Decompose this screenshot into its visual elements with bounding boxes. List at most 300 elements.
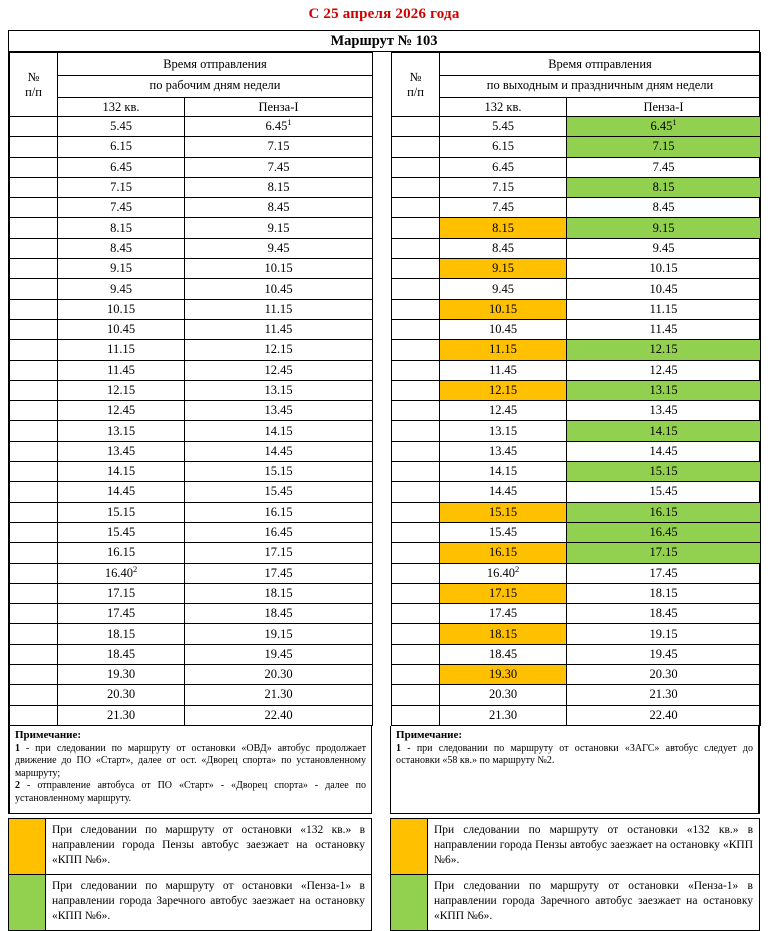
departure-132kv-cell: 14.15 [58,462,185,482]
table-row [10,299,373,319]
table-row [10,685,373,705]
row-index-cell [10,157,58,177]
departure-132kv-cell: 18.15 [440,624,567,644]
row-index-cell [10,360,58,380]
departure-penza-cell: 7.15 [185,137,373,157]
legend-swatch-green [9,874,46,930]
row-index-cell [392,401,440,421]
table-row [10,441,373,461]
row-index-cell [10,441,58,461]
table-row [10,259,373,279]
departure-penza-cell: 7.15 [567,137,761,157]
row-index-cell [392,340,440,360]
route-frame [8,30,760,814]
departure-132kv-cell: 11.45 [58,360,185,380]
legend-table-left [8,818,372,931]
tables-gap [373,52,391,726]
departure-penza-cell: 15.15 [185,462,373,482]
departure-penza-cell: 18.45 [567,604,761,624]
row-index-cell [392,360,440,380]
schedule-tables-row [9,52,759,726]
departure-132kv-cell: 17.45 [58,604,185,624]
legend-swatch-green [391,874,428,930]
departure-132kv-cell: 16.15 [58,543,185,563]
departure-penza-cell: 10.45 [567,279,761,299]
row-index-cell [392,319,440,339]
departure-penza-cell: 19.15 [185,624,373,644]
row-index-cell [10,299,58,319]
row-index-cell [392,563,440,583]
row-index-cell [10,665,58,685]
table-row [10,705,373,725]
legend-item [9,818,372,874]
table-row [10,401,373,421]
row-index-cell [10,482,58,502]
table-row [392,462,761,482]
departure-132kv-cell: 19.30 [58,665,185,685]
departure-132kv-cell: 8.45 [58,238,185,258]
legend-right [390,818,760,931]
row-index-cell [10,279,58,299]
row-index-cell [10,137,58,157]
legend-text-green: При следовании по маршруту от остановки «Пенза-1» в направлении города Заречного автобус заезжает на остановку «КПП №6». [428,874,760,930]
weekend-col-a-header: 132 кв. [440,98,567,117]
departure-penza-cell: 8.45 [567,198,761,218]
row-index-cell [10,522,58,542]
departure-penza-cell: 9.45 [185,238,373,258]
departure-132kv-cell: 20.30 [58,685,185,705]
departure-132kv-cell: 21.30 [58,705,185,725]
departure-penza-cell: 14.15 [567,421,761,441]
table-row [10,238,373,258]
legend-table-right [390,818,760,931]
note-marker: 2 [15,780,20,792]
table-row [10,421,373,441]
row-index-cell [10,218,58,238]
row-index-cell [10,259,58,279]
departure-132kv-cell: 15.45 [58,522,185,542]
legend-swatch-orange [9,818,46,874]
table-row [10,157,373,177]
table-row [392,604,761,624]
footnote-marker: 2 [514,563,520,574]
departure-132kv-cell: 13.15 [58,421,185,441]
table-row [10,644,373,664]
weekday-col-a-header: 132 кв. [58,98,185,117]
legend-item [391,818,760,874]
row-index-cell [10,177,58,197]
departure-penza-cell: 21.30 [567,685,761,705]
table-row [10,563,373,583]
departure-penza-cell: 18.15 [185,583,373,603]
num-header-line2: п/п [25,84,42,99]
weekday-title-header [58,53,373,98]
table-row [392,401,761,421]
weekday-title-line2: по рабочим дням недели [58,75,372,93]
departure-penza-cell: 8.15 [567,177,761,197]
row-index-cell [10,340,58,360]
legend-gap [372,818,390,931]
weekend-note-box [390,726,759,814]
departure-penza-cell: 15.45 [567,482,761,502]
departure-132kv-cell: 13.45 [440,441,567,461]
note-marker: 1 [15,742,20,754]
table-row [392,441,761,461]
row-index-cell [392,502,440,522]
departure-penza-cell: 6.45$^1$ [567,117,761,137]
departure-132kv-cell: 10.15 [440,299,567,319]
departure-132kv-cell: 17.15 [440,583,567,603]
departure-penza-cell: 10.15 [567,259,761,279]
departure-penza-cell: 22.40 [185,705,373,725]
table-row [392,705,761,725]
weekend-num-header [392,53,440,117]
weekend-col-b-header: Пенза-I [567,98,761,117]
weekend-table-body [392,53,761,726]
notes-gap [372,726,390,814]
departure-132kv-cell: 18.15 [58,624,185,644]
table-row [10,198,373,218]
row-index-cell [392,624,440,644]
note-marker: 1 [396,742,402,754]
departure-132kv-cell: 17.15 [58,583,185,603]
table-row [392,360,761,380]
weekday-note-body [15,743,366,806]
departure-132kv-cell: 5.45 [58,117,185,137]
row-index-cell [392,543,440,563]
legend-text-orange: При следовании по маршруту от остановки «132 кв.» в направлении города Пензы автобус заезжает на остановку «КПП №6». [428,818,760,874]
table-row [10,522,373,542]
departure-132kv-cell: 18.45 [58,644,185,664]
departure-penza-cell: 7.45 [185,157,373,177]
weekday-table-wrapper [9,52,373,726]
table-row [10,177,373,197]
table-row [392,502,761,522]
table-row [10,502,373,522]
departure-penza-cell: 13.15 [185,380,373,400]
departure-penza-cell: 10.45 [185,279,373,299]
table-row [10,583,373,603]
table-row [392,522,761,542]
footnote-marker: 1 [287,116,292,127]
departure-penza-cell: 13.45 [185,401,373,421]
row-index-cell [10,583,58,603]
table-row [392,665,761,685]
row-index-cell [10,604,58,624]
row-index-cell [10,502,58,522]
row-index-cell [10,543,58,563]
departure-penza-cell: 12.15 [185,340,373,360]
legend-left [8,818,372,931]
row-index-cell [10,198,58,218]
departure-penza-cell: 17.15 [185,543,373,563]
departure-penza-cell: 11.45 [567,319,761,339]
departure-132kv-cell: 17.45 [440,604,567,624]
table-row [392,482,761,502]
row-index-cell [392,644,440,664]
departure-132kv-cell: 7.15 [440,177,567,197]
departure-132kv-cell: 12.15 [440,380,567,400]
table-row [392,259,761,279]
legend-row [8,818,760,931]
row-index-cell [10,401,58,421]
departure-penza-cell: 7.45 [567,157,761,177]
departure-penza-cell: 19.15 [567,624,761,644]
table-row [392,117,761,137]
row-index-cell [392,482,440,502]
departure-132kv-cell: 16.15 [440,543,567,563]
notes-row [9,726,759,814]
departure-132kv-cell: 10.45 [440,319,567,339]
row-index-cell [392,380,440,400]
departure-penza-cell: 11.45 [185,319,373,339]
row-index-cell [392,604,440,624]
row-index-cell [10,319,58,339]
effective-date-banner: С 25 апреля 2026 года [308,6,460,22]
table-row [392,644,761,664]
departure-132kv-cell: 10.15 [58,299,185,319]
departure-132kv-cell: 14.45 [58,482,185,502]
departure-penza-cell: 15.45 [185,482,373,502]
row-index-cell [392,259,440,279]
weekday-note-box [9,726,372,814]
departure-132kv-cell: 11.15 [58,340,185,360]
departure-132kv-cell: 9.45 [440,279,567,299]
departure-penza-cell: 12.15 [567,340,761,360]
departure-penza-cell: 9.45 [567,238,761,258]
departure-132kv-cell: 7.15 [58,177,185,197]
row-index-cell [10,117,58,137]
table-row [392,583,761,603]
departure-132kv-cell: 14.15 [440,462,567,482]
departure-penza-cell: 21.30 [185,685,373,705]
table-row [392,238,761,258]
departure-132kv-cell: 8.15 [58,218,185,238]
footnote-marker: 2 [132,563,138,574]
table-row [10,360,373,380]
departure-penza-cell: 8.45 [185,198,373,218]
departure-132kv-cell: 18.45 [440,644,567,664]
table-row [10,340,373,360]
row-index-cell [10,238,58,258]
row-index-cell [392,441,440,461]
table-row [10,482,373,502]
weekend-note-title: Примечание: [396,728,463,741]
table-row [10,279,373,299]
departure-penza-cell: 14.45 [567,441,761,461]
departure-132kv-cell: 11.45 [440,360,567,380]
departure-penza-cell: 8.15 [185,177,373,197]
table-row [10,380,373,400]
row-index-cell [10,563,58,583]
departure-132kv-cell: 9.45 [58,279,185,299]
row-index-cell [392,665,440,685]
departure-132kv-cell: 12.45 [440,401,567,421]
departure-132kv-cell: 13.15 [440,421,567,441]
departure-132kv-cell: 20.30 [440,685,567,705]
table-row [392,319,761,339]
table-row [392,685,761,705]
departure-penza-cell: 19.45 [185,644,373,664]
weekday-col-b-header: Пенза-I [185,98,373,117]
departure-penza-cell: 13.15 [567,380,761,400]
departure-132kv-cell: 12.45 [58,401,185,421]
table-row [10,218,373,238]
row-index-cell [10,421,58,441]
row-index-cell [392,685,440,705]
departure-penza-cell: 16.15 [567,502,761,522]
table-row [10,462,373,482]
departure-132kv-cell: 6.45 [440,157,567,177]
weekday-table-body [10,53,373,726]
table-row [10,665,373,685]
departure-132kv-cell: 6.15 [440,137,567,157]
weekend-title-line2: по выходным и праздничным дням недели [440,75,760,93]
departure-132kv-cell: 19.30 [440,665,567,685]
departure-penza-cell: 9.15 [185,218,373,238]
departure-penza-cell: 12.45 [567,360,761,380]
departure-penza-cell: 17.15 [567,543,761,563]
table-row [392,279,761,299]
row-index-cell [392,238,440,258]
table-row [392,563,761,583]
table-row [392,198,761,218]
departure-penza-cell: 6.45$^1$ [185,117,373,137]
row-index-cell [392,522,440,542]
departure-penza-cell: 18.15 [567,583,761,603]
table-row [392,421,761,441]
departure-penza-cell: 14.15 [185,421,373,441]
legend-item [9,874,372,930]
departure-penza-cell: 11.15 [185,299,373,319]
table-header-row [392,53,761,98]
table-row [10,604,373,624]
departure-132kv-cell: 15.15 [440,502,567,522]
departure-penza-cell: 18.45 [185,604,373,624]
footnote-marker: 1 [672,116,677,127]
table-row [392,157,761,177]
note-line: 1 - при следовании по маршруту от остановки «ЗАГС» автобус следует до остановки «58 кв.» по маршруту №2. [396,742,753,767]
departure-132kv-cell: 12.15 [58,380,185,400]
departure-132kv-cell: 10.45 [58,319,185,339]
departure-penza-cell: 11.15 [567,299,761,319]
departure-132kv-cell: 14.45 [440,482,567,502]
row-index-cell [392,462,440,482]
weekend-title-header [440,53,761,98]
departure-penza-cell: 14.45 [185,441,373,461]
departure-132kv-cell: 21.30 [440,705,567,725]
table-row [10,543,373,563]
departure-penza-cell: 19.45 [567,644,761,664]
row-index-cell [392,421,440,441]
weekend-note-body [396,743,753,768]
departure-132kv-cell: 7.45 [440,198,567,218]
row-index-cell [10,705,58,725]
table-subheader-row [10,98,373,117]
row-index-cell [10,624,58,644]
note-line: 2 - отправление автобуса от ПО «Старт» - «Дворец спорта» - далее по установленному маршруту. [15,780,367,804]
table-row [392,543,761,563]
weekend-schedule-table [391,52,761,726]
row-index-cell [392,299,440,319]
table-header-row [10,53,373,98]
weekday-schedule-table [9,52,373,726]
departure-132kv-cell: 5.45 [440,117,567,137]
row-index-cell [392,177,440,197]
num-header-line1: № [27,69,40,84]
note-line: 1 - при следовании по маршруту от остановки «ОВД» автобус продолжает движение до ПО «Старт», далее от ост. «Дворец спорта» по установленному маршруту; [15,742,367,779]
table-row [10,319,373,339]
table-row [392,137,761,157]
departure-penza-cell: 20.30 [185,665,373,685]
weekday-title-line1: Время отправления [163,57,267,71]
table-row [10,117,373,137]
legend-text-green: При следовании по маршруту от остановки «Пенза-1» в направлении города Заречного автобус заезжает на остановку «КПП №6». [46,874,372,930]
row-index-cell [392,137,440,157]
departure-132kv-cell: 6.15 [58,137,185,157]
departure-penza-cell: 16.45 [185,522,373,542]
table-row [392,340,761,360]
departure-132kv-cell: 16.40$^2$ [440,563,567,583]
departure-132kv-cell: 9.15 [440,259,567,279]
legend-swatch-orange [391,818,428,874]
table-row [392,624,761,644]
table-subheader-row [392,98,761,117]
departure-132kv-cell: 8.45 [440,238,567,258]
departure-penza-cell: 10.15 [185,259,373,279]
row-index-cell [392,583,440,603]
row-index-cell [10,462,58,482]
row-index-cell [392,705,440,725]
row-index-cell [10,644,58,664]
departure-penza-cell: 12.45 [185,360,373,380]
departure-penza-cell: 17.45 [185,563,373,583]
departure-132kv-cell: 15.15 [58,502,185,522]
row-index-cell [10,685,58,705]
departure-132kv-cell: 6.45 [58,157,185,177]
departure-penza-cell: 13.45 [567,401,761,421]
departure-penza-cell: 16.15 [185,502,373,522]
row-index-cell [392,157,440,177]
departure-132kv-cell: 15.45 [440,522,567,542]
departure-132kv-cell: 13.45 [58,441,185,461]
row-index-cell [392,198,440,218]
table-row [392,177,761,197]
weekday-num-header [10,53,58,117]
route-title: Маршрут № 103 [9,31,759,52]
departure-penza-cell: 17.45 [567,563,761,583]
table-row [392,218,761,238]
row-index-cell [392,279,440,299]
legend-text-orange: При следовании по маршруту от остановки «132 кв.» в направлении города Пензы автобус заезжает на остановку «КПП №6». [46,818,372,874]
table-row [10,137,373,157]
departure-penza-cell: 9.15 [567,218,761,238]
departure-penza-cell: 22.40 [567,705,761,725]
table-row [10,624,373,644]
departure-132kv-cell: 9.15 [58,259,185,279]
weekend-title-line1: Время отправления [548,57,652,71]
num-header-line1: № [409,69,422,84]
table-row [392,380,761,400]
table-row [392,299,761,319]
departure-132kv-cell: 16.40$^2$ [58,563,185,583]
departure-penza-cell: 15.15 [567,462,761,482]
weekday-note-title: Примечание: [15,728,82,741]
departure-132kv-cell: 11.15 [440,340,567,360]
row-index-cell [392,117,440,137]
legend-item [391,874,760,930]
departure-132kv-cell: 8.15 [440,218,567,238]
